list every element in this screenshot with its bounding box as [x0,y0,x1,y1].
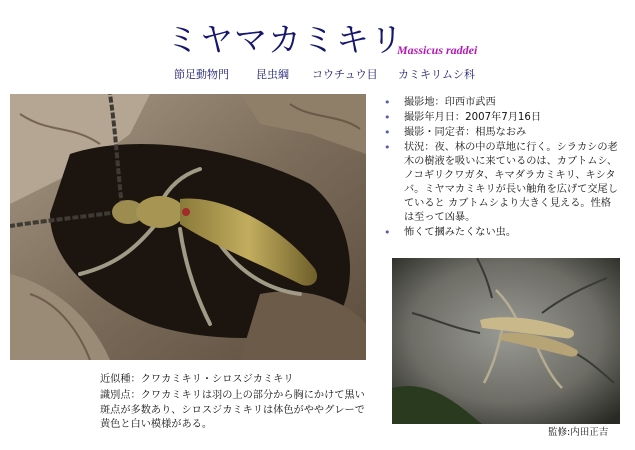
facts-list [384,96,620,241]
fact-photographer: • 撮影・同定者：相馬なおみ [384,126,620,140]
identification-notes: 識別点：クワカミキリは羽の上の部分から胸にかけて黒い斑点が多数あり、シロスジカミキリは体色がややグレーで黄色と白い模様がある。 [100,390,365,430]
taxonomy-line [174,66,475,82]
page-title: ミヤマカミキリ [166,20,404,59]
taxonomy-family: カミキリムシ科 [398,68,475,81]
taxonomy-order: コウチュウ目 [312,68,378,81]
mating-beetles-image [392,258,620,424]
fact-location: • 撮影地：印西市武西 [384,96,620,110]
taxonomy-class: 昆虫綱 [256,68,289,81]
similar-species: 近似種：クワカミキリ・シロスジカミキリ [100,374,294,385]
main-beetle-photo [10,94,366,360]
supervisor-credit: 監修:内田正吉 [548,427,609,438]
fact-impression: • 怖くて摑みたくない虫。 [384,226,620,240]
beetle-on-bark-image [10,94,366,360]
fact-situation: • 状況：夜、林の中の草地に行く。シラカシの老木の樹液を吸いに来ているのは、カブトムシ、ノコギリクワガタ、キマダラカミキリ、キシタバ。ミヤマカミキリが長い触角を広げて交尾していると カブトムシより大きく見える。性格は至って凶暴。 [384,141,620,225]
taxonomy-phylum: 節足動物門 [174,68,229,81]
scientific-name: Massicus raddei [397,43,478,57]
mating-pair-photo [392,258,620,424]
fact-date: • 撮影年月日：2007年7月16日 [384,111,620,125]
